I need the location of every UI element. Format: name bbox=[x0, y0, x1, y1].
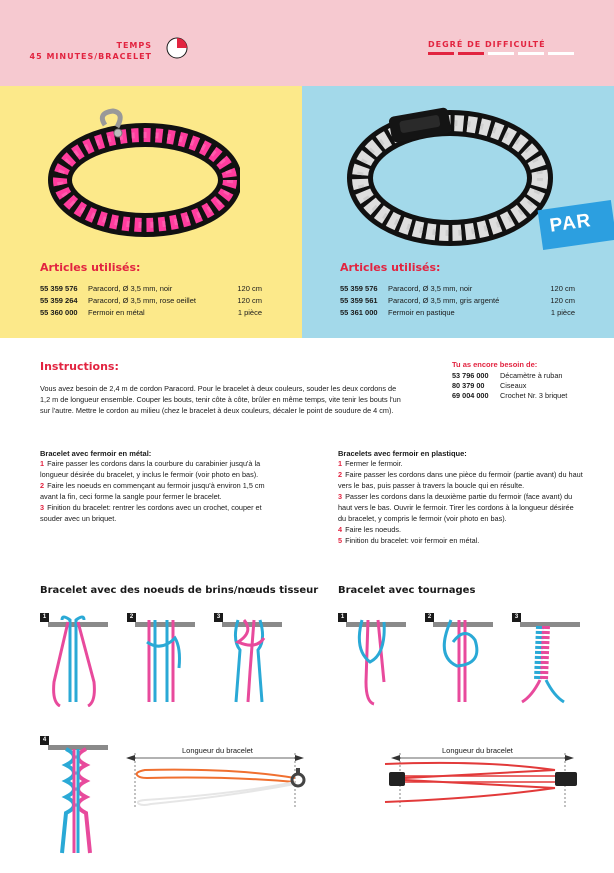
right-articles-title: Articles utilisés: bbox=[340, 261, 441, 274]
article-qty: 120 cm bbox=[237, 296, 262, 305]
left-step-3-badge: 3 bbox=[214, 613, 223, 622]
step-item bbox=[338, 535, 583, 546]
difficulty-segment bbox=[518, 52, 544, 55]
metal-title: Bracelet avec fermoir en métal: bbox=[40, 449, 152, 458]
plastic-steps bbox=[338, 458, 583, 546]
step-item bbox=[40, 502, 280, 524]
article-row bbox=[340, 295, 575, 307]
article-code: 55 359 576 bbox=[340, 284, 378, 293]
article-qty: 120 cm bbox=[237, 284, 262, 293]
article-code: 55 359 576 bbox=[40, 284, 78, 293]
article-qty: 120 cm bbox=[550, 284, 575, 293]
article-row bbox=[340, 307, 575, 319]
difficulty-segment bbox=[548, 52, 574, 55]
plastic-clasp-length-diagram bbox=[375, 748, 585, 813]
twist-diagram-right-2 bbox=[425, 612, 497, 707]
step-number: 1 bbox=[40, 459, 45, 468]
article-qty: 1 pièce bbox=[237, 308, 262, 317]
step-number: 3 bbox=[40, 503, 45, 512]
knot-diagram-left-3 bbox=[214, 612, 286, 707]
step-number: 4 bbox=[338, 525, 343, 534]
metal-instructions bbox=[40, 449, 280, 524]
step-number: 5 bbox=[338, 536, 343, 545]
left-articles-list bbox=[40, 283, 262, 319]
left-length-label: Longueur du bracelet bbox=[182, 746, 253, 755]
right-figure-title: Bracelet avec tournages bbox=[338, 585, 476, 596]
step-number: 1 bbox=[338, 459, 343, 468]
twist-diagram-right-1 bbox=[338, 612, 410, 707]
twist-diagram-right-3 bbox=[512, 612, 584, 707]
needs-title: Tu as encore besoin de: bbox=[452, 360, 538, 369]
article-desc: Paracord, Ø 3,5 mm, noir bbox=[88, 284, 173, 293]
need-row bbox=[452, 391, 582, 401]
left-figure-title: Bracelet avec des noeuds de brins/nœuds tisseur bbox=[40, 585, 319, 596]
article-desc: Fermoir en pastique bbox=[388, 308, 455, 317]
metal-steps bbox=[40, 458, 280, 524]
additional-needs bbox=[452, 360, 582, 401]
need-row bbox=[452, 371, 582, 381]
need-code: 53 796 000 bbox=[452, 371, 489, 380]
time-value: 45 MINUTES/BRACELET bbox=[29, 52, 152, 61]
right-step-2-badge: 2 bbox=[425, 613, 434, 622]
right-step-1-badge: 1 bbox=[338, 613, 347, 622]
article-code: 55 361 000 bbox=[340, 308, 378, 317]
gray-bracelet-photo bbox=[345, 98, 555, 248]
step-text: Faire les noeuds. bbox=[345, 525, 402, 534]
article-desc: Paracord, Ø 3,5 mm, gris argenté bbox=[388, 296, 500, 305]
left-step-4-badge: 4 bbox=[40, 736, 49, 745]
article-qty: 1 pièce bbox=[550, 308, 575, 317]
step-item bbox=[338, 458, 583, 469]
needs-list bbox=[452, 371, 582, 401]
left-step-1-badge: 1 bbox=[40, 613, 49, 622]
article-row bbox=[40, 307, 262, 319]
step-item bbox=[338, 524, 583, 535]
plastic-title: Bracelets avec fermoir en plastique: bbox=[338, 449, 467, 458]
pink-bracelet-photo bbox=[40, 100, 240, 240]
step-item bbox=[338, 491, 583, 524]
need-code: 69 004 000 bbox=[452, 391, 489, 400]
article-desc: Fermoir en métal bbox=[88, 308, 145, 317]
article-code: 55 360 000 bbox=[40, 308, 78, 317]
article-code: 55 359 561 bbox=[340, 296, 378, 305]
article-row bbox=[40, 295, 262, 307]
left-articles-title: Articles utilisés: bbox=[40, 261, 141, 274]
plastic-instructions bbox=[338, 449, 583, 546]
step-text: Faire passer les cordons dans la courbure du carabinier jusqu'à la longueur désirée du bracelet, y inclus le fermoir (voir photo en bas). bbox=[40, 459, 261, 479]
knot-diagram-left-4 bbox=[40, 735, 112, 855]
step-text: Faire les noeuds en commençant au fermoir jusqu'à environ 1,5 cm avant la fin, ceci forme la sangle pour fermer le bracelet. bbox=[40, 481, 265, 501]
difficulty-label: DEGRÉ DE DIFFICULTÉ bbox=[428, 40, 546, 49]
knot-diagram-left-1 bbox=[40, 612, 112, 707]
need-desc: Ciseaux bbox=[500, 381, 527, 390]
article-qty: 120 cm bbox=[550, 296, 575, 305]
instructions-intro: Vous avez besoin de 2,4 m de cordon Paracord. Pour le bracelet à deux couleurs, souder les deux cordons de 1,2 m de longueur ensemble. Couper les bouts, tenir côte à côte, brûler en même temps, vite tenir les bouts l'un sur l'autre. Mettre le cordon au milieu (chez le bracelet à deux couleurs, décaler le point de soudure de 4 cm). bbox=[40, 384, 401, 415]
need-desc: Décamètre à ruban bbox=[500, 371, 563, 380]
step-text: Passer les cordons dans la deuxième partie du fermoir (face avant) du haut vers le bas. Ouvrir le fermoir. Tirer les cordons à la longueur désirée du bracelet, y compris le fermoir (voir photo en bas). bbox=[338, 492, 574, 523]
need-desc: Crochet Nr. 3 briquet bbox=[500, 391, 568, 400]
step-text: Finition du bracelet: voir fermoir en métal. bbox=[345, 536, 480, 545]
step-text: Finition du bracelet: rentrer les cordons avec un crochet, couper et souder avec un briquet. bbox=[40, 503, 262, 523]
step-item bbox=[338, 469, 583, 491]
step-number: 3 bbox=[338, 492, 343, 501]
step-text: Fermer le fermoir. bbox=[345, 459, 403, 468]
need-code: 80 379 00 bbox=[452, 381, 485, 390]
right-length-label: Longueur du bracelet bbox=[442, 746, 513, 755]
step-number: 2 bbox=[338, 470, 343, 479]
right-articles-list bbox=[340, 283, 575, 319]
paracord-badge: PAR bbox=[538, 200, 614, 250]
article-desc: Paracord, Ø 3,5 mm, noir bbox=[388, 284, 473, 293]
article-code: 55 359 264 bbox=[40, 296, 78, 305]
step-item bbox=[40, 458, 280, 480]
article-desc: Paracord, Ø 3,5 mm, rose oeillet bbox=[88, 296, 196, 305]
need-row bbox=[452, 381, 582, 391]
time-label: TEMPS bbox=[116, 41, 152, 50]
article-row bbox=[40, 283, 262, 295]
right-step-3-badge: 3 bbox=[512, 613, 521, 622]
left-step-2-badge: 2 bbox=[127, 613, 136, 622]
time-info bbox=[30, 40, 152, 62]
difficulty-segment bbox=[458, 52, 484, 55]
step-text: Faire passer les cordons dans une pièce du fermoir (partie avant) du haut vers le bas, puis passer à travers la boucle qui en résulte. bbox=[338, 470, 583, 490]
step-number: 2 bbox=[40, 481, 45, 490]
metal-clasp-length-diagram bbox=[120, 748, 310, 813]
knot-diagram-left-2 bbox=[127, 612, 199, 707]
instructions-title: Instructions: bbox=[40, 360, 119, 373]
article-row bbox=[340, 283, 575, 295]
clock-icon bbox=[166, 37, 188, 59]
difficulty-segment bbox=[488, 52, 514, 55]
step-item bbox=[40, 480, 280, 502]
difficulty-segment bbox=[428, 52, 454, 55]
